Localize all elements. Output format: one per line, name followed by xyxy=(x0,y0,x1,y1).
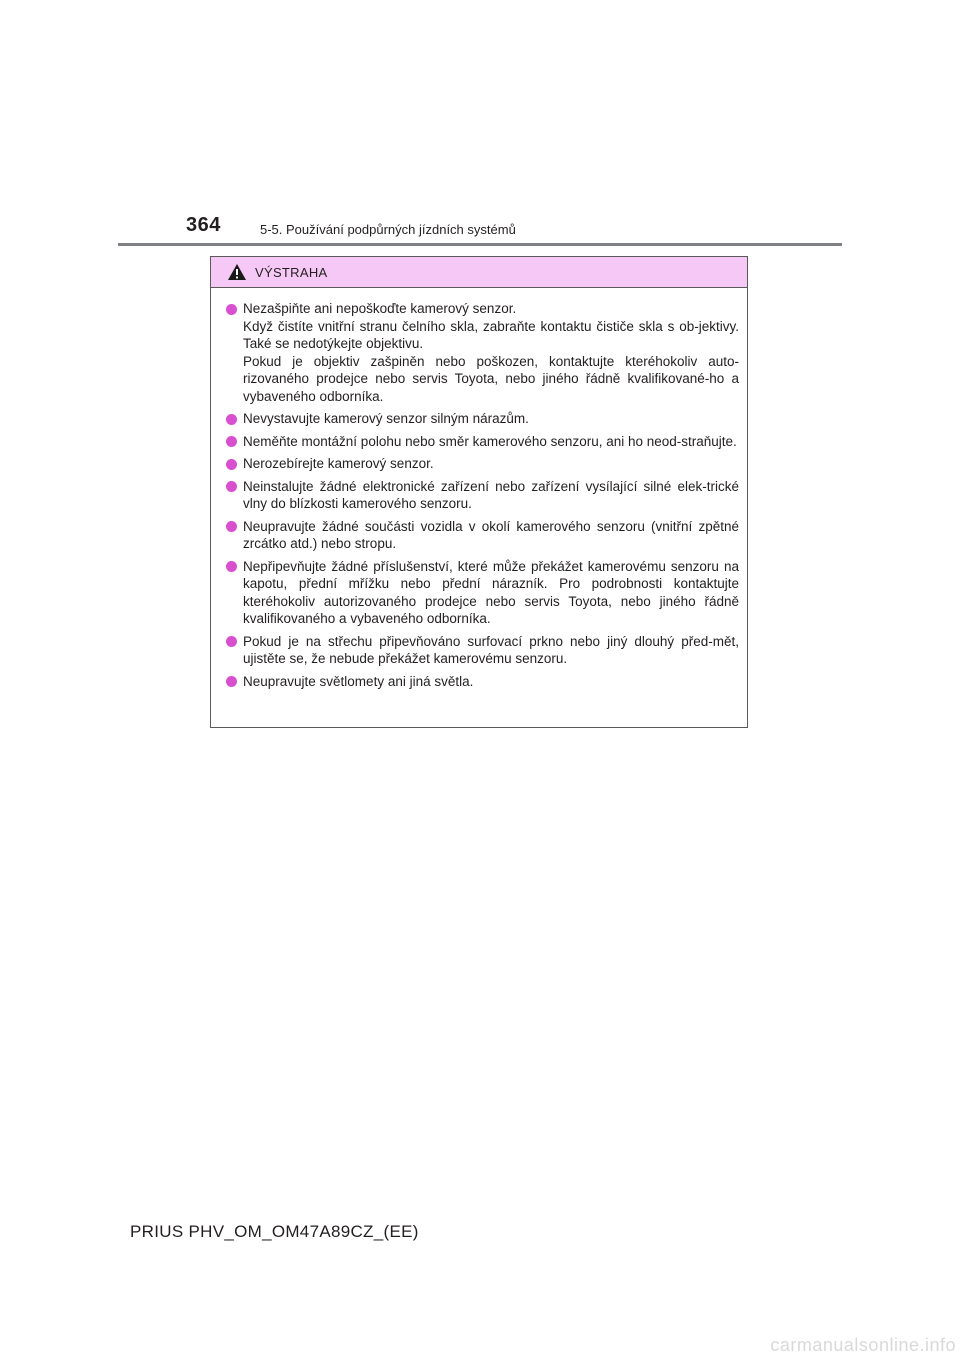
header-rule xyxy=(118,243,842,246)
bullet-icon xyxy=(226,561,237,572)
warning-item xyxy=(226,673,739,691)
warning-item xyxy=(226,478,739,513)
warning-label: VÝSTRAHA xyxy=(255,264,328,280)
warning-triangle-icon xyxy=(227,263,247,281)
warning-list xyxy=(211,288,747,690)
page-number: 364 xyxy=(186,214,221,236)
watermark: carmanualsonline.info xyxy=(770,1335,956,1355)
warning-item-line: Nerozebírejte kamerový senzor. xyxy=(243,456,434,471)
warning-item-text xyxy=(243,410,739,428)
section-title: 5-5. Používání podpůrných jízdních systémů xyxy=(260,222,516,237)
warning-item-line: Nezašpiňte ani nepoškoďte kamerový senzor. xyxy=(243,301,517,316)
warning-item-text xyxy=(243,558,739,628)
warning-item-text xyxy=(243,300,739,405)
document-id: PRIUS PHV_OM_OM47A89CZ_(EE) xyxy=(130,1222,419,1241)
warning-item-text xyxy=(243,478,739,513)
warning-item-line: Neměňte montážní polohu nebo směr kamerového senzoru, ani ho neod-straňujte. xyxy=(243,433,737,449)
bullet-icon xyxy=(226,304,237,315)
warning-box xyxy=(210,256,748,728)
warning-item xyxy=(226,433,739,451)
bullet-icon xyxy=(226,481,237,492)
bullet-icon xyxy=(226,459,237,470)
warning-item-line: Nevystavujte kamerový senzor silným nárazům. xyxy=(243,411,529,426)
warning-item-line: Pokud je objektiv zašpiněn nebo poškozen, kontaktujte kteréhokoliv auto-rizovaného prodejce nebo servis Toyota, nebo jiného řádně kvalifikované-ho a vybaveného odborníka. xyxy=(243,353,739,404)
warning-item-line: Pokud je na střechu připevňováno surfovací prkno nebo jiný dlouhý před-mět, ujistěte se, že nebude překážet kamerovému senzoru. xyxy=(243,633,739,666)
warning-item xyxy=(226,518,739,553)
warning-item xyxy=(226,410,739,428)
warning-item-line: Neupravujte světlomety ani jiná světla. xyxy=(243,673,474,689)
warning-item-text xyxy=(243,633,739,668)
warning-item-text xyxy=(243,673,739,691)
warning-item xyxy=(226,455,739,473)
warning-item xyxy=(226,633,739,668)
warning-item-text xyxy=(243,518,739,553)
bullet-icon xyxy=(226,636,237,647)
warning-item-line: Neinstalujte žádné elektronické zařízení nebo zařízení vysílající silné elek-trické vlny do blízkosti kamerového senzoru. xyxy=(243,478,739,511)
bullet-icon xyxy=(226,414,237,425)
warning-item-line: Když čistíte vnitřní stranu čelního skla, zabraňte kontaktu čističe skla s ob-jektivy. Také se nedotýkejte objektivu. xyxy=(243,318,739,351)
warning-item-text xyxy=(243,455,739,473)
bullet-icon xyxy=(226,521,237,532)
bullet-icon xyxy=(226,436,237,447)
warning-header xyxy=(211,257,747,288)
warning-item-line: Nepřipevňujte žádné příslušenství, které může překážet kamerovému senzoru na kapotu, přední mřížku nebo přední nárazník. Pro podrobnosti kontaktujte kteréhokoliv autorizovaného prodejce nebo servis Toyota, nebo jiného řádně kvalifikovaného a vybaveného odborníka. xyxy=(243,558,739,626)
bullet-icon xyxy=(226,676,237,687)
warning-item xyxy=(226,558,739,628)
warning-item-line: Neupravujte žádné součásti vozidla v okolí kamerového senzoru (vnitřní zpětné zrcátko atd.) nebo stropu. xyxy=(243,518,739,551)
warning-item xyxy=(226,300,739,405)
warning-item-text xyxy=(243,433,739,451)
